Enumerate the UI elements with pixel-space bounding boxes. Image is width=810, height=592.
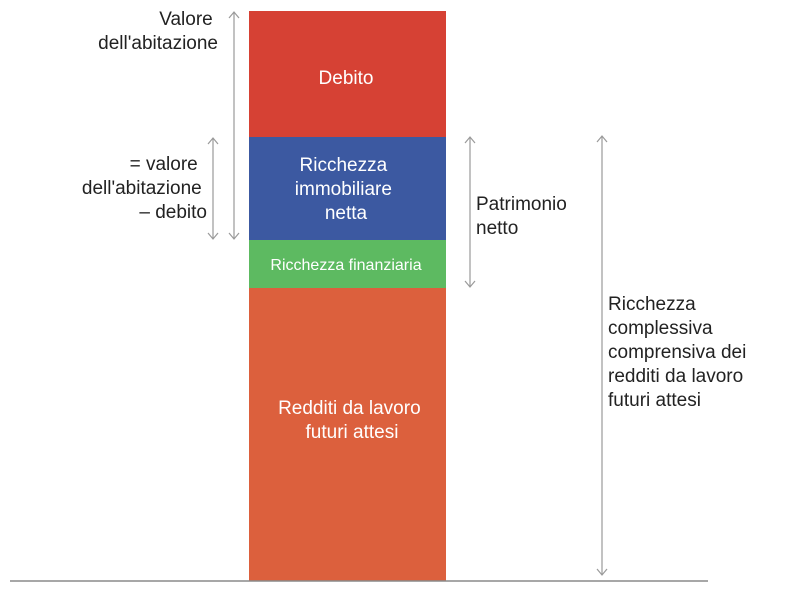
net-worth-label: Patrimonio netto: [476, 194, 567, 239]
housing-net-wealth-label: Ricchezza immobiliare netta: [294, 155, 392, 224]
net-worth-arrow: [465, 137, 475, 287]
house-value-label: Valore dell'abitazione: [98, 9, 218, 54]
equity-formula-label: = valore dell'abitazione – debito: [81, 154, 207, 223]
debt-label: Debito: [318, 68, 374, 89]
total-wealth-arrow: [597, 136, 607, 575]
total-wealth-label: Ricchezza complessiva comprensiva dei redditi da lavoro futuri attesi: [608, 294, 747, 411]
house-value-arrow: [229, 12, 239, 239]
financial-wealth-label: Ricchezza finanziaria: [270, 257, 422, 274]
future-labour-income-label: Redditi da lavoro futuri attesi: [278, 398, 421, 443]
equity-arrow: [208, 138, 218, 239]
